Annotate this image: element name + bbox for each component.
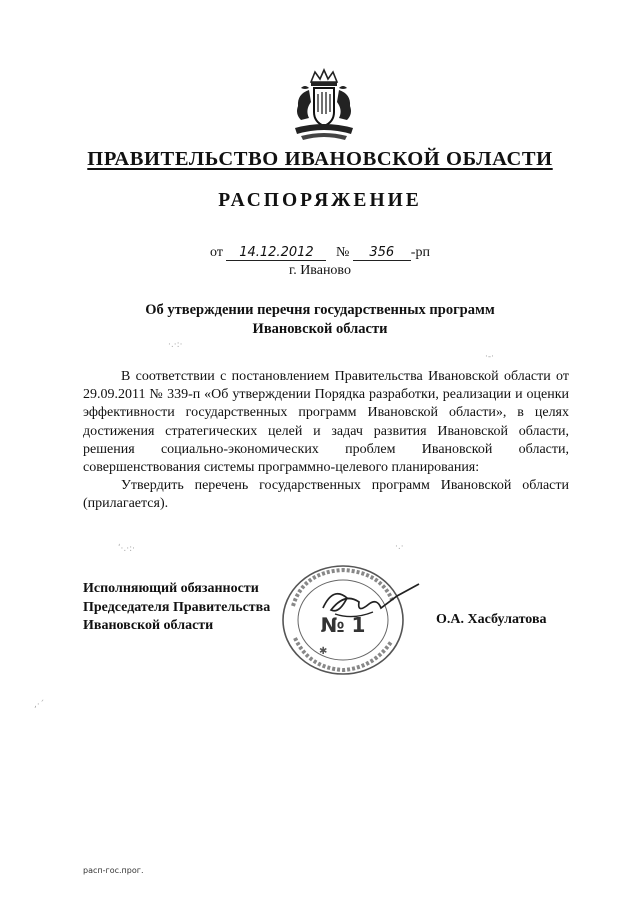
signer-title-line-3: Ивановской области (83, 618, 214, 633)
document-type: РАСПОРЯЖЕНИЕ (218, 190, 422, 211)
stamp-number: № 1 (320, 613, 366, 637)
signer-name: О.А. Хасбулатова (436, 612, 547, 627)
date-number-line (210, 245, 430, 261)
body-paragraph-2: Утвердить перечень государственных программ Ивановской области (прилагается). (83, 478, 569, 512)
subject-line-2: Ивановской области (252, 321, 388, 337)
government-title: ПРАВИТЕЛЬСТВО ИВАНОВСКОЙ ОБЛАСТИ (87, 148, 553, 170)
number-value: 356 (353, 246, 411, 261)
file-label: расп-гос.прог. (83, 866, 144, 875)
body-paragraph-1: В соответствии с постановлением Правительства Ивановской области от 29.09.2011 № 339-п «Об утверждении Порядка разработки, реализации и оценки эффективности государственных программ Ивановской области», в целях достижения стратегических целей и задач развития Ивановской области, решения социально-экономических проблем Ивановской области, совершенствования системы программно-целевого планирования: (83, 369, 569, 476)
svg-text:✱: ✱ (319, 646, 328, 657)
date-from-label: от (210, 245, 223, 260)
scan-speck: ·.· (395, 542, 404, 552)
document-subject (0, 301, 640, 339)
scan-speck: ,·´ (34, 700, 45, 710)
number-label: № (335, 245, 350, 260)
number-suffix: -рп (410, 245, 430, 260)
signer-title-line-1: Исполняющий обязанности (83, 581, 259, 596)
body-text (83, 368, 569, 514)
official-stamp (273, 562, 421, 680)
city-name: г. Иваново (289, 263, 351, 278)
signer-title (83, 580, 270, 636)
signer-title-line-2: Председателя Правительства (83, 599, 271, 615)
coat-of-arms-emblem (287, 68, 361, 146)
subject-line-1: Об утверждении перечня государственных программ (145, 302, 495, 318)
scan-speck: ʹ·.·:· (118, 544, 135, 554)
scan-speck: ·.·:· (168, 340, 183, 350)
date-value: 14.12.2012 (226, 246, 326, 261)
scan-speck: ·‐· (485, 352, 494, 362)
